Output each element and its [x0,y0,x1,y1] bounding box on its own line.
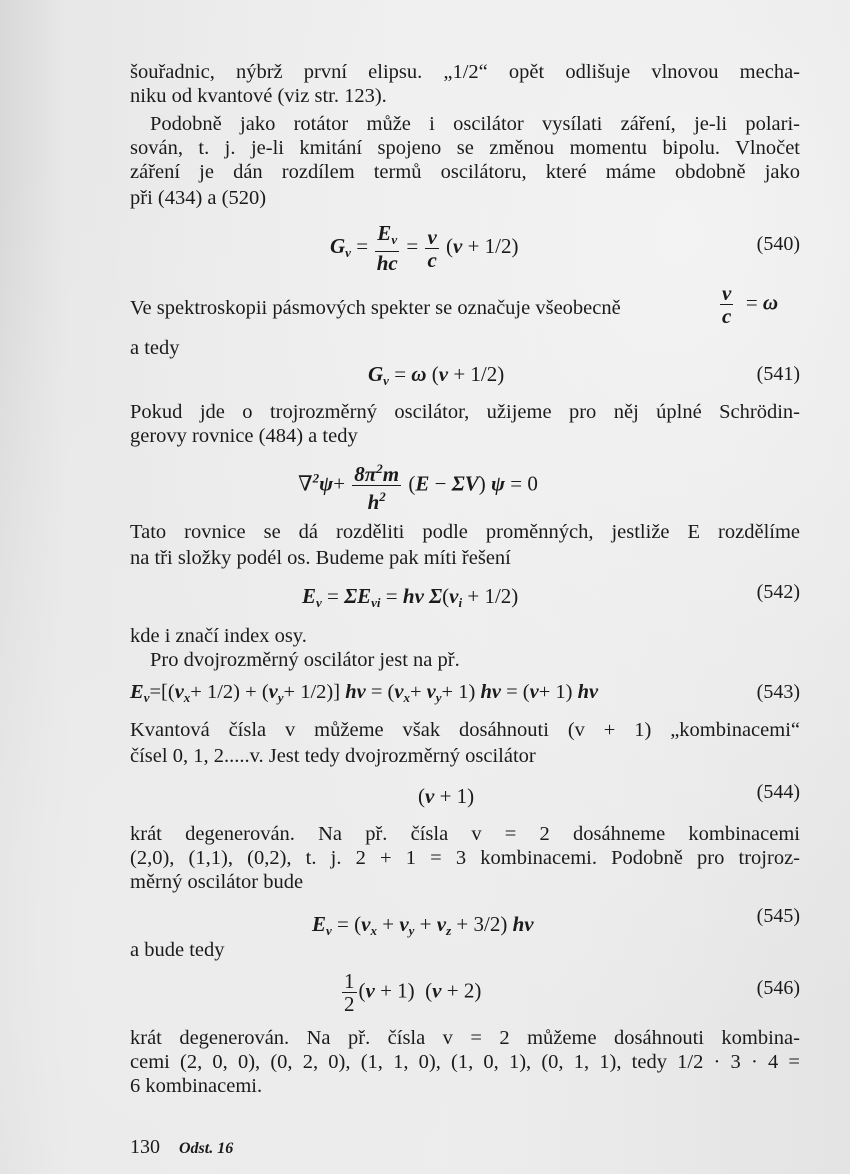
text-line: při (434) a (520) [130,187,267,209]
equation-number: (544) [756,781,800,803]
equation-540: $G_v$ = $\frac{E_v}{hc}$ = $\frac{\nu}{c}$ (v + 1/2) [330,221,519,275]
inline-equation-nu-over-c: $\frac{\nu}{c}$ = ω [722,281,779,328]
text-line: krát degenerován. Na př. čísla v = 2 můžeme dosáhnouti kombina- [130,1027,800,1049]
equation-545: $E_v = (v_x + v_y + v_z + 3/2)$ hν [312,912,534,938]
equation-number: (543) [756,681,800,703]
equation-number: (546) [756,977,800,999]
text-line: záření je dán rozdílem termů oscilátoru, které máme obdobně jako [130,161,800,183]
equation-546: $\frac{1}{2}$ (v + 1) (v + 2) [344,969,482,1016]
equation-number: (542) [756,581,800,603]
text-line: měrný oscilátor bude [130,871,304,893]
text-line: Pokud jde o trojrozměrný oscilátor, užijeme pro něj úplné Schrödin- [130,401,800,423]
text-line: Podobně jako rotátor může i oscilátor vysílati záření, je-li polari- [150,113,800,135]
equation-schrodinger: ∇$^2$ψ+ $\frac{8\pi^2m}{h^2}$ (E − ΣV) ψ = 0 [298,458,538,513]
text-line: a bude tedy [130,939,225,961]
equation-number: (540) [756,233,800,255]
equation-number: (545) [756,905,800,927]
text-line: krát degenerován. Na př. čísla v = 2 dosáhneme kombinacemi [130,823,800,845]
text-line: čísel 0, 1, 2.....v. Jest tedy dvojrozměrný oscilátor [130,745,536,767]
text-line: (2,0), (1,1), (0,2), t. j. 2 + 1 = 3 kombinacemi. Podobně pro trojroz- [130,847,800,869]
equation-number: (541) [756,363,800,385]
text-line: sován, t. j. je-li kmitání spojeno se změnou momentu bipolu. Vlnočet [130,137,800,159]
text-line: niku od kvantové (viz str. 123). [130,85,387,107]
page-number: 130 [130,1136,160,1158]
equation-542: $E_v = \Sigma E_{vi} = h\nu$ $\Sigma(v_i + 1/2)$ [302,584,519,610]
section-label: Odst. 16 [179,1140,234,1157]
text-line: cemi (2, 0, 0), (0, 2, 0), (1, 1, 0), (1, 0, 1), (0, 1, 1), tedy 1/2 · 3 · 4 = [130,1051,800,1073]
text-line: šouřadnic, nýbrž první elipsu. „1/2“ opět odlišuje vlnovou mecha- [130,61,800,83]
equation-543: $E_v=[(v_x+ 1/2) + (v_y+ 1/2)] h\nu = (v_x+ v_y+ 1) h\nu = (v+ 1)$ hν [130,681,599,705]
text-line: 6 kombinacemi. [130,1075,263,1097]
text-line: gerovy rovnice (484) a tedy [130,425,358,447]
text-line: Ve spektroskopii pásmových spekter se označuje všeobecně [130,297,621,319]
page-footer [130,1136,233,1159]
text-line: Tato rovnice se dá rozděliti podle proměnných, jestliže E rozdělíme [130,521,800,543]
text-line: kde i značí index osy. [130,625,307,647]
text-line: a tedy [130,337,180,359]
equation-544: (v + 1) [418,784,475,808]
text-line: Pro dvojrozměrný oscilátor jest na př. [150,649,460,671]
equation-541: $G_v = \omega$ (v + 1/2) [368,362,505,388]
text-line: Kvantová čísla v můžeme však dosáhnouti (v + 1) „kombinacemi“ [130,719,800,741]
text-line: na tři složky podél os. Budeme pak míti řešení [130,547,511,569]
